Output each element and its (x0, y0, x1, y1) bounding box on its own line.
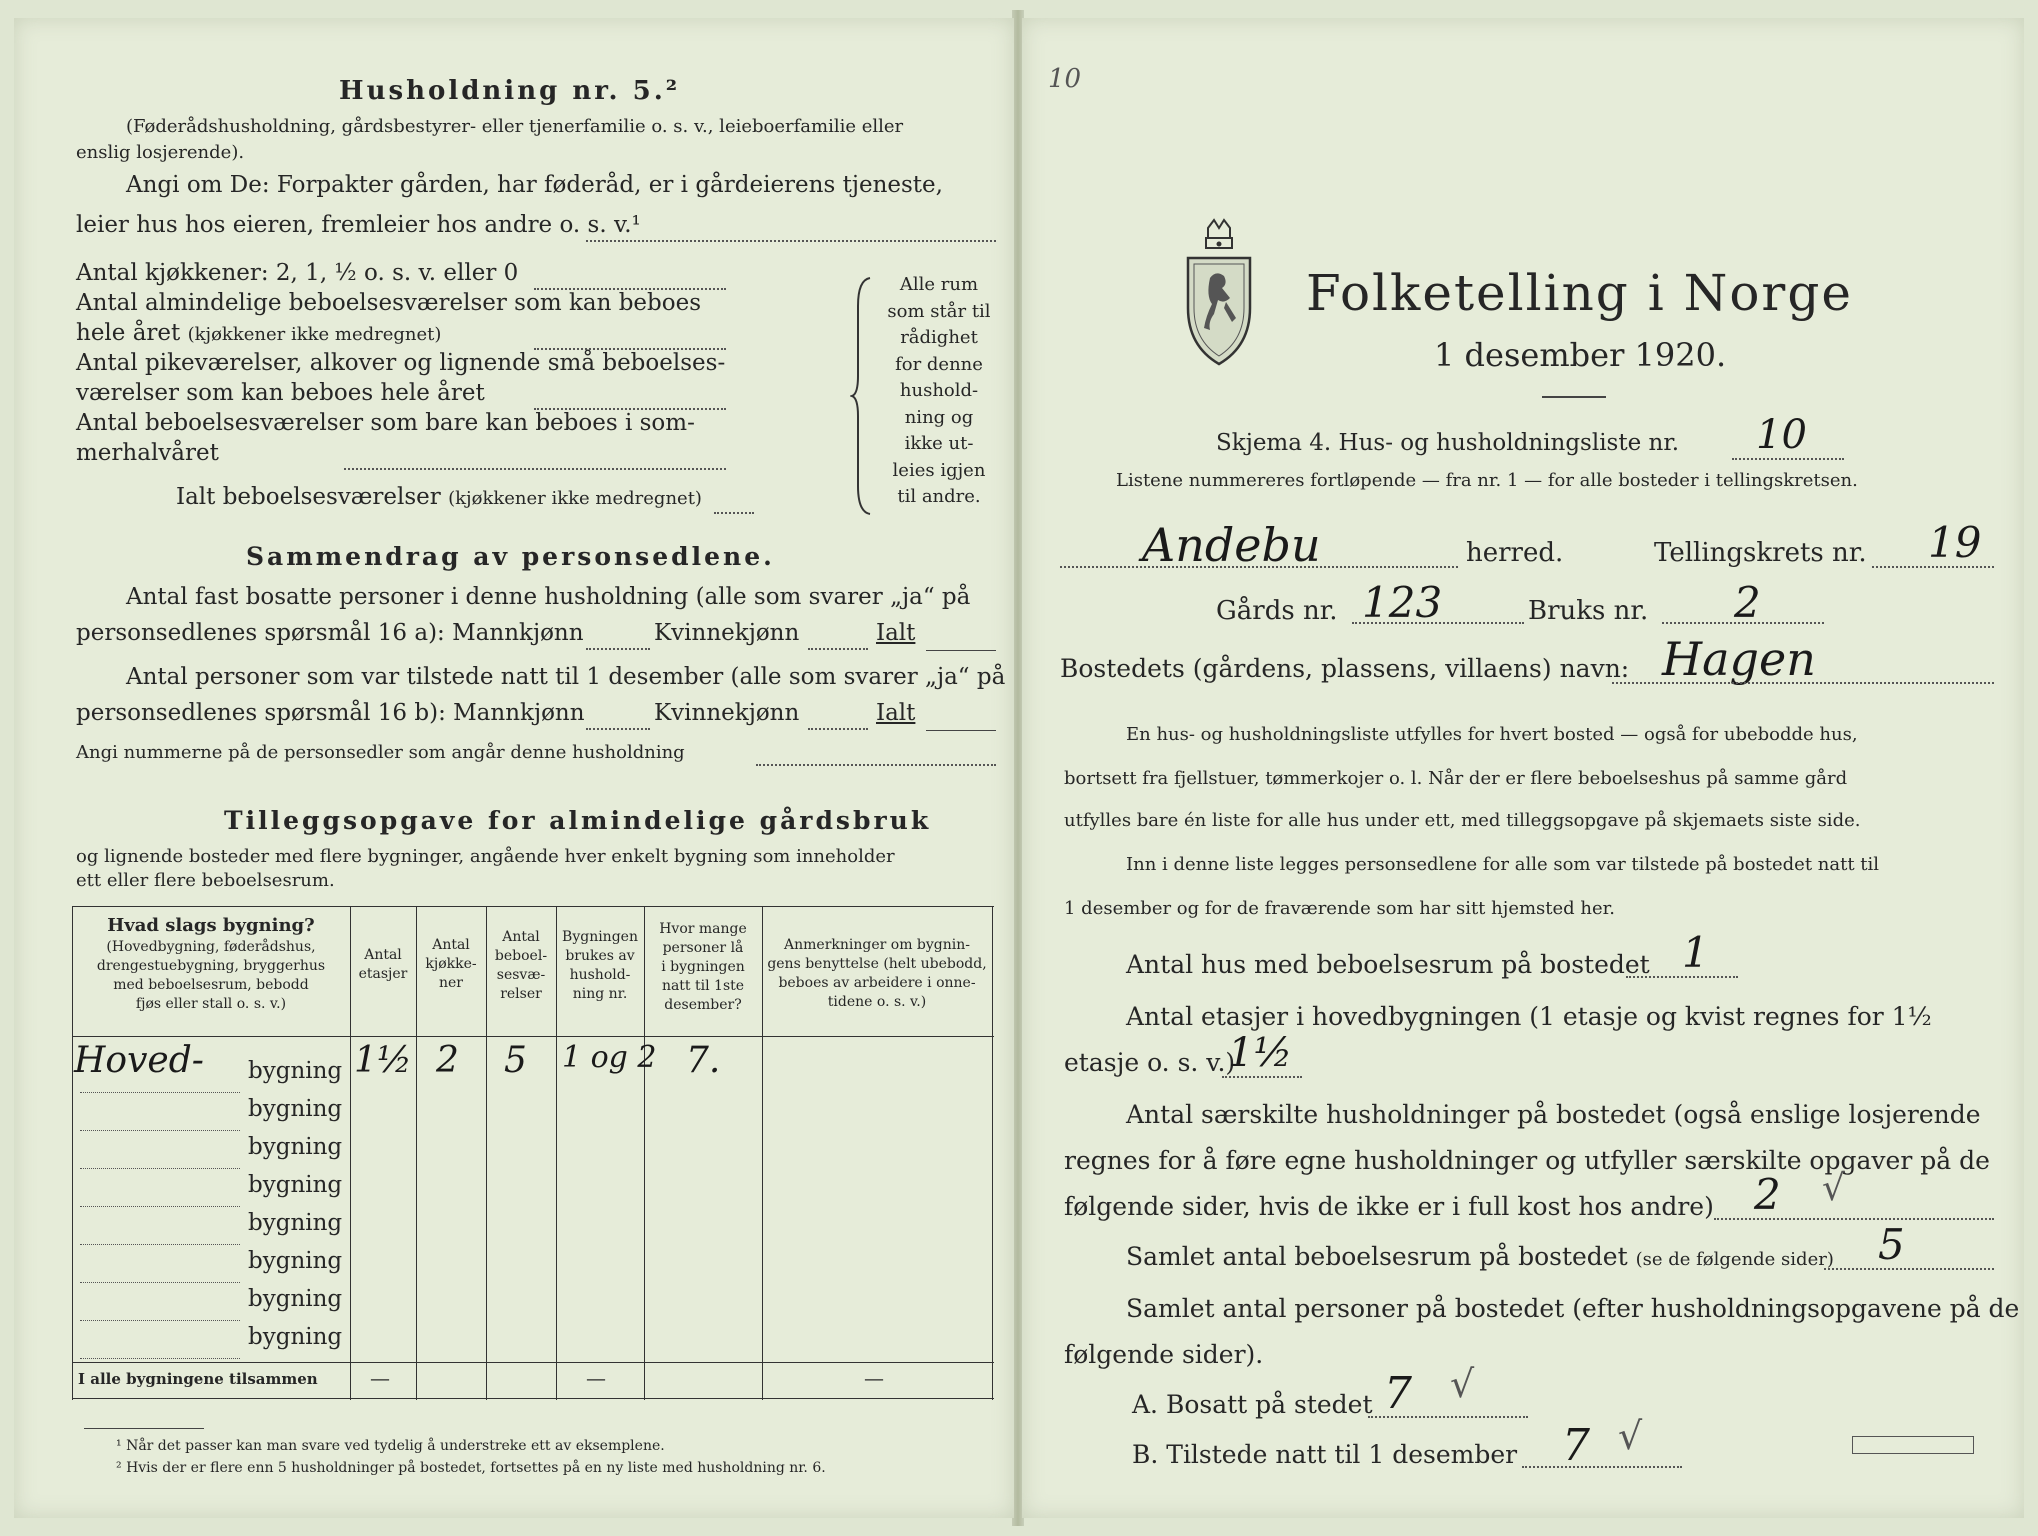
fixed-female-answer (808, 648, 868, 650)
rooms-label: Samlet antal beboelsesrum på bostedet (se de følgende sider) (1126, 1242, 1834, 1271)
total-household-dash: — (586, 1366, 606, 1390)
floors-line (1222, 1076, 1302, 1078)
houses-line (1626, 976, 1738, 978)
left-page (14, 18, 1014, 1518)
households-line3: følgende sider, hvis de ikke er i full kost hos andre) (1064, 1192, 1714, 1221)
persons-line1: Samlet antal personer på bostedet (efter husholdningsopgavene på de (1126, 1294, 2020, 1323)
household-title: Husholdning nr. 5.² (339, 76, 681, 106)
total-floors-dash: — (370, 1366, 390, 1390)
bosted-value: Hagen (1662, 632, 1816, 686)
present-label: B. Tilstede natt til 1 desember (1132, 1440, 1518, 1469)
present-total-answer (926, 730, 996, 731)
header-persons: Hvor mange personer lå i bygningen natt til 1ste desember? (659, 921, 747, 1013)
resident-check-icon: √ (1450, 1362, 1475, 1406)
title-divider (1542, 396, 1606, 398)
present-male-answer (586, 728, 650, 730)
brace-note: Alle rum som står til rådighet for denne hushold- ning og ikke ut- leies igjen til andre. (887, 274, 991, 507)
persons-line2: følgende sider). (1064, 1340, 1264, 1369)
present-female-answer (808, 728, 868, 730)
main-title: Folketelling i Norge (1306, 264, 1853, 322)
fixed-female-label: Kvinnekjønn (654, 620, 800, 646)
present-value: 7 (1562, 1420, 1590, 1471)
numbers-answer-line (756, 764, 996, 766)
printer-stamp (1852, 1436, 1974, 1454)
summary-fixed-line2: personsedlenes spørsmål 16 a): Mannkjønn (76, 620, 584, 646)
census-date: 1 desember 1920. (1434, 336, 1727, 374)
resident-value: 7 (1384, 1368, 1412, 1419)
ordinary-rooms-line1: Antal almindelige beboelsesværelser som kan beboes (76, 290, 702, 316)
numbers-label: Angi nummerne på de personsedler som angår denne husholdning (76, 742, 685, 763)
present-female-label: Kvinnekjønn (654, 700, 800, 726)
houses-value: 1 (1682, 928, 1709, 977)
footnote-1: ¹ Når det passer kan man svare ved tydelig å understreke ett av eksemplene. (116, 1438, 665, 1454)
households-line1: Antal særskilte husholdninger på bostedet (også enslige losjerende (1126, 1100, 1981, 1129)
fixed-total-label: Ialt (876, 620, 916, 646)
fixed-male-answer (586, 648, 650, 650)
small-rooms-line2: værelser som kan beboes hele året (76, 380, 485, 406)
gards-label: Gårds nr. (1216, 596, 1338, 626)
numbering-note: Listene nummereres fortløpende — fra nr. 1 — for alle bosteder i tellingskretsen. (1116, 470, 1858, 491)
household-instruction-line1: Angi om De: Forpakter gården, har føderåd, er i gårdeierens tjeneste, (126, 172, 943, 198)
resident-label: A. Bosatt på stedet (1132, 1390, 1373, 1419)
footnote-divider (84, 1428, 204, 1429)
household-instruction-line2: leier hus hos eieren, fremleier hos andre o. s. v.¹ (76, 212, 641, 238)
bruks-value: 2 (1734, 578, 1761, 627)
krets-label: Tellingskrets nr. (1654, 538, 1867, 568)
household-note-line1: (Føderådshusholdning, gårdsbestyrer- eller tjenerfamilie o. s. v., leieboerfamilie eller (126, 116, 904, 137)
total-rooms-answer-line (714, 512, 754, 514)
summer-rooms-answer-line (344, 468, 726, 470)
corner-mark: 10 (1048, 64, 1082, 94)
summer-rooms-line1: Antal beboelsesværelser som bare kan beboes i som- (76, 410, 695, 436)
households-line2: regnes for å føre egne husholdninger og utfyller særskilte opgaver på de (1064, 1146, 1990, 1175)
brace-icon (850, 276, 876, 516)
schema-label: Skjema 4. Hus- og husholdningsliste nr. (1216, 430, 1680, 456)
floors-line1: Antal etasjer i hovedbygningen (1 etasje og kvist regnes for 1½ (1126, 1002, 1932, 1031)
coat-of-arms-icon (1180, 218, 1258, 368)
info1-line3: utfylles bare én liste for alle hus under ett, med tilleggsopgave på skjemaets siste side. (1064, 810, 1861, 831)
header-floors: Antal etasjer (358, 947, 408, 982)
info2-line2: 1 desember og for de fraværende som har sitt hjemsted her. (1064, 898, 1615, 919)
rooms-line (1824, 1268, 1994, 1270)
summer-rooms-line2: merhalvåret (76, 440, 219, 466)
herred-value: Andebu (1142, 518, 1321, 572)
floors-value: 1½ (1228, 1030, 1293, 1076)
herred-label: herred. (1466, 538, 1564, 568)
gards-value: 123 (1362, 578, 1443, 627)
present-line (1522, 1466, 1682, 1468)
header-building-type: Hvad slags bygning? (Hovedbygning, føderådshus, drengestuebygning, bryggerhus med beboelsesrum, bebodd fjøs eller stall o. s. v.) (96, 915, 326, 1012)
header-kitchens: Antal kjøkke- ner (425, 937, 477, 991)
floors-line2: etasje o. s. v.) (1064, 1048, 1236, 1077)
summary-fixed-line1: Antal fast bosatte personer i denne husholdning (alle som svarer „ja“ på (126, 584, 971, 610)
bosted-label: Bostedets (gårdens, plassens, villaens) navn: (1060, 654, 1630, 683)
households-line (1714, 1218, 1994, 1220)
houses-label: Antal hus med beboelsesrum på bostedet (1126, 950, 1650, 979)
household-note-line2: enslig losjerende). (76, 142, 245, 163)
resident-line (1368, 1416, 1528, 1418)
rooms-value: 5 (1878, 1220, 1905, 1269)
header-rooms: Antal beboel- sesvæ- relser (494, 929, 548, 1002)
present-check-icon: √ (1618, 1414, 1643, 1458)
header-remarks: Anmerkninger om bygnin- gens benyttelse (helt ubebodd, beboes av arbeidere i onne- tidene o. s. v.) (767, 937, 987, 1010)
krets-value: 19 (1928, 518, 1982, 567)
present-total-label: Ialt (876, 700, 916, 726)
bosted-line (1612, 682, 1994, 684)
footnote-2: ² Hvis der er flere enn 5 husholdninger på bostedet, fortsettes på en ny liste med husholdning nr. 6. (116, 1460, 826, 1476)
bruks-line (1662, 622, 1824, 624)
total-row-label: I alle bygningene tilsammen (78, 1370, 318, 1388)
household-instruction-answer-line (586, 240, 996, 242)
total-rooms-label: Ialt beboelsesværelser (kjøkkener ikke medregnet) (176, 484, 702, 510)
header-household-no: Bygningen brukes av hushold- ning nr. (562, 929, 638, 1002)
info1-line1: En hus- og husholdningsliste utfylles for hvert bosted — også for ubebodde hus, (1126, 724, 1858, 745)
bruks-label: Bruks nr. (1528, 596, 1649, 626)
total-remarks-dash: — (864, 1366, 884, 1390)
krets-line (1872, 566, 1994, 568)
info1-line2: bortsett fra fjellstuer, tømmerkojer o. l. Når der er flere beboelseshus på samme gård (1064, 768, 1848, 789)
herred-line (1060, 566, 1458, 568)
summary-present-line2: personsedlenes spørsmål 16 b): Mannkjønn (76, 700, 585, 726)
fixed-total-answer (926, 650, 996, 651)
small-rooms-line1: Antal pikeværelser, alkover og lignende små beboelses- (76, 350, 726, 376)
ordinary-rooms-line2: hele året (kjøkkener ikke medregnet) (76, 320, 442, 346)
info2-line1: Inn i denne liste legges personsedlene for alle som var tilstede på bostedet natt til (1126, 854, 1880, 875)
kitchens-label: Antal kjøkkener: 2, 1, ½ o. s. v. eller 0 (76, 260, 519, 286)
supplement-title: Tilleggsopgave for almindelige gårdsbruk (224, 806, 932, 835)
summary-title: Sammendrag av personsedlene. (246, 542, 775, 571)
households-check-icon: √ (1822, 1168, 1845, 1209)
households-value: 2 (1754, 1170, 1781, 1219)
supplement-desc-line1: og lignende bosteder med flere bygninger, angående hver enkelt bygning som inneholder (76, 846, 895, 867)
supplement-desc-line2: ett eller flere beboelsesrum. (76, 870, 335, 891)
right-page (1022, 18, 2024, 1518)
schema-number: 10 (1756, 412, 1807, 458)
schema-number-line (1732, 458, 1844, 460)
summary-present-line1: Antal personer som var tilstede natt til 1 desember (alle som svarer „ja“ på (126, 664, 1006, 690)
building-table: Hvad slags bygning? (Hovedbygning, føderådshus, drengestuebygning, bryggerhus med beboelsesrum, bebodd fjøs eller stall o. s. v.) Antal etasjer Antal kjøkke- ner Antal beboel- sesvæ- relser Bygningen brukes av hushold- ning nr. Hvor mange personer lå i bygningen natt til 1ste desember? Anmerkninger om bygnin- gens benyttelse (helt ubebodd, beboes av arbeidere i onne- tidene o. s. v.) Hoved- bygning 1½ 2 5 1 og 2 7. bygning bygning bygning bygning bygning bygning bygning I alle bygningene tilsammen — — — (72, 906, 994, 1400)
gards-line (1352, 622, 1524, 624)
